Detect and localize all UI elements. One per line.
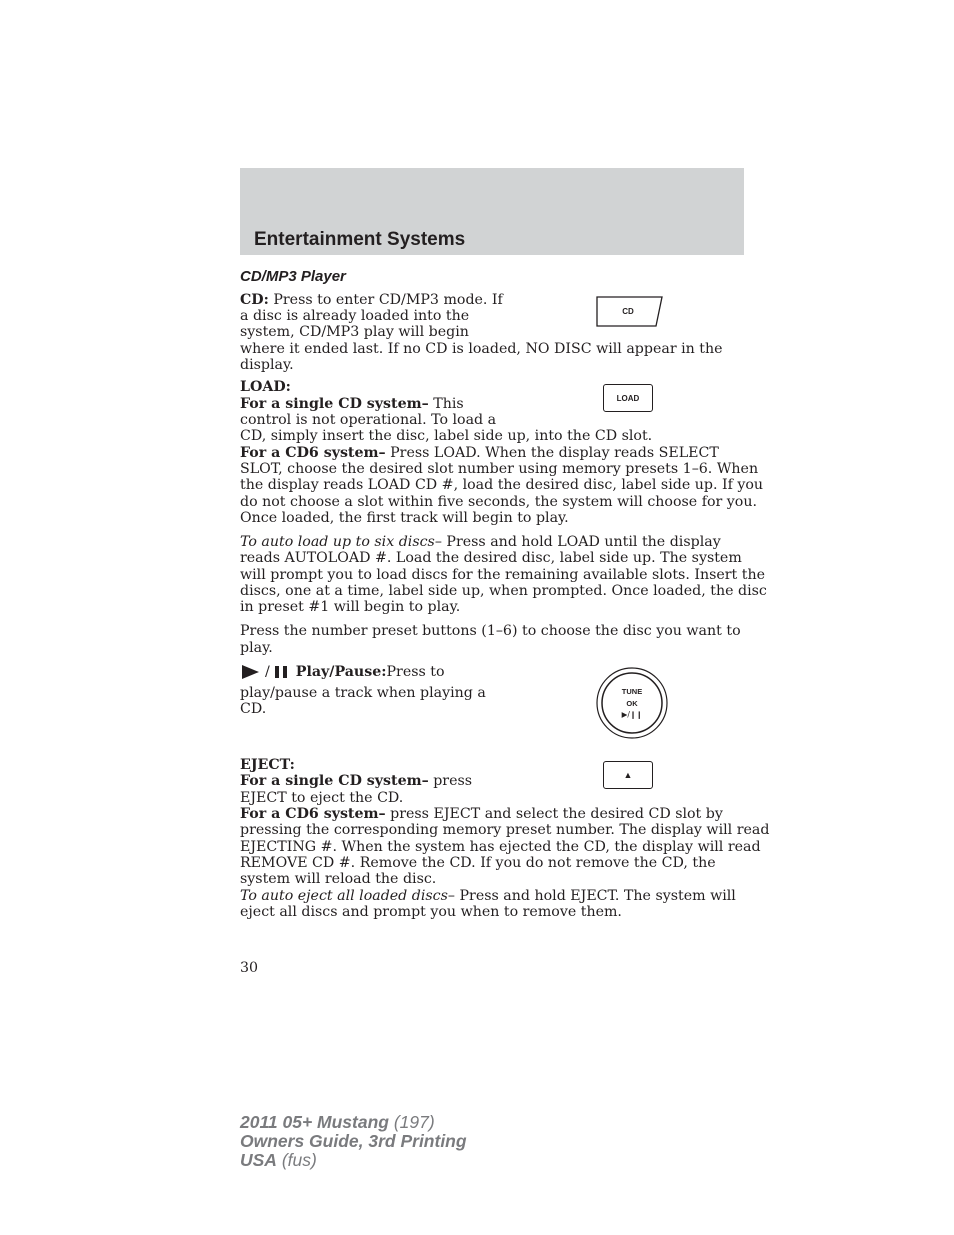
preset-paragraph: Press the number preset buttons (1–6) to choose the disc you want to (240, 623, 741, 639)
playpause-line: play/pause a track when playing a (240, 685, 486, 701)
load-heading: LOAD: (240, 379, 291, 395)
autoload-line: will prompt you to load discs for the remaining available slots. Insert the (240, 567, 765, 583)
load-button-text: LOAD (616, 393, 640, 403)
section-header-band (240, 168, 744, 255)
knob-text-tune: TUNE (621, 687, 643, 696)
pause-icon (274, 665, 290, 679)
cd-line: where it ended last. If no CD is loaded, NO DISC will appear in the (240, 341, 723, 357)
play-icon (240, 664, 260, 680)
eject-line: EJECTING #. When the system has ejected the CD, the display will read (240, 839, 761, 855)
cd-button-illustration (594, 296, 666, 328)
playpause-paragraph: / Play/Pause: Press to (240, 664, 445, 680)
eject-line: system will reload the disc. (240, 871, 437, 887)
cd-line: system, CD/MP3 play will begin (240, 324, 469, 340)
load-line: control is not operational. To load a (240, 412, 497, 428)
load-line: Once loaded, the first track will begin to play. (240, 510, 569, 526)
eject-button-illustration (603, 761, 653, 789)
load-line: CD, simply insert the disc, label side up, into the CD slot. (240, 428, 653, 444)
subsection-heading: CD/MP3 Player (240, 268, 346, 285)
eject-icon: ▲ (623, 770, 633, 780)
eject-cd6-paragraph: For a CD6 system– press EJECT and select the desired CD slot by (240, 806, 723, 822)
auto-eject-line: eject all discs and prompt you when to remove them. (240, 904, 622, 920)
cd-paragraph: CD: Press to enter CD/MP3 mode. If (240, 292, 503, 308)
eject-line: pressing the corresponding memory preset number. The display will read (240, 822, 770, 838)
load-line: do not choose a slot within five seconds, the system will choose for you. (240, 494, 757, 510)
cd-line: a disc is already loaded into the (240, 308, 470, 324)
load-button-illustration (603, 384, 653, 412)
cd-line: display. (240, 357, 294, 373)
footer-line-region: USA (fus) (240, 1150, 317, 1170)
eject-line: EJECT to eject the CD. (240, 790, 404, 806)
load-line: SLOT, choose the desired slot number using memory presets 1–6. When (240, 461, 759, 477)
preset-line: play. (240, 640, 273, 656)
tune-ok-knob-illustration (595, 667, 669, 741)
page-number: 30 (240, 960, 259, 976)
eject-heading: EJECT: (240, 757, 295, 773)
cd-label: CD: (240, 292, 269, 308)
section-title: Entertainment Systems (254, 229, 466, 250)
auto-eject-paragraph: To auto eject all loaded discs– Press and hold EJECT. The system will (240, 888, 736, 904)
footer-line-model: 2011 05+ Mustang (197) (240, 1112, 435, 1132)
document-footer (240, 1113, 467, 1170)
load-single-paragraph: For a single CD system– This (240, 396, 464, 412)
load-cd6-paragraph: For a CD6 system– Press LOAD. When the display reads SELECT (240, 445, 719, 461)
autoload-line: in preset #1 will begin to play. (240, 599, 461, 615)
footer-line-guide: Owners Guide, 3rd Printing (240, 1131, 467, 1151)
load-line: the display reads LOAD CD #, load the desired disc, label side up. If you (240, 477, 764, 493)
knob-text-playpause: ▶/❙❙ (621, 710, 643, 719)
eject-single-paragraph: For a single CD system– press (240, 773, 473, 789)
knob-text-ok: OK (626, 699, 638, 708)
cd-button-text: CD (622, 307, 634, 316)
eject-line: REMOVE CD #. Remove the CD. If you do not remove the CD, the (240, 855, 716, 871)
autoload-line: discs, one at a time, label side up, when prompted. Once loaded, the disc (240, 583, 767, 599)
autoload-paragraph: To auto load up to six discs– Press and hold LOAD until the display (240, 534, 721, 550)
autoload-line: reads AUTOLOAD #. Load the desired disc, label side up. The system (240, 550, 742, 566)
playpause-line: CD. (240, 701, 267, 717)
